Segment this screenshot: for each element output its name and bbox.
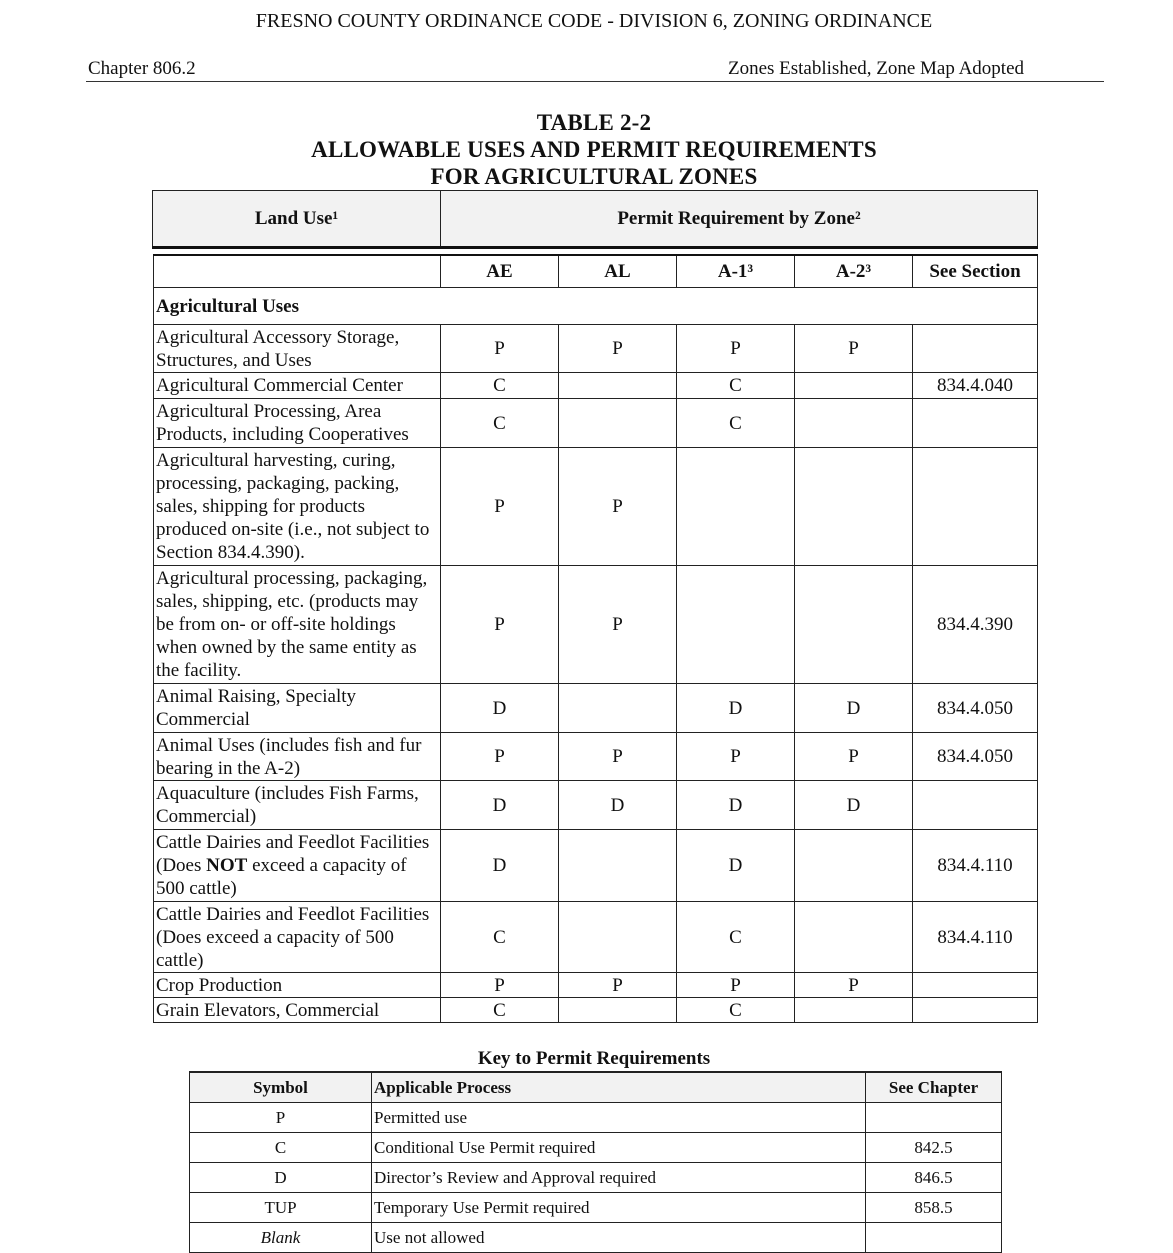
column-a2: A-2³: [795, 255, 913, 288]
table-title-line-2: FOR AGRICULTURAL ZONES: [430, 164, 758, 189]
ae-cell: C: [441, 902, 559, 973]
ae-cell: D: [441, 781, 559, 830]
al-cell: [559, 830, 677, 902]
a2-cell: [795, 566, 913, 684]
a2-cell: [795, 998, 913, 1023]
process-cell: Temporary Use Permit required: [372, 1193, 866, 1223]
section-cell: 834.4.110: [913, 830, 1038, 902]
al-cell: [559, 902, 677, 973]
table-row: [154, 902, 1038, 973]
section-cell: [913, 781, 1038, 830]
ae-cell: P: [441, 325, 559, 373]
ae-cell: C: [441, 998, 559, 1023]
land-use-cell: Agricultural Commercial Center: [154, 373, 441, 399]
land-use-text: exceed a capacity of 500 cattle): [156, 855, 407, 899]
a1-cell: C: [677, 998, 795, 1023]
a2-cell: D: [795, 781, 913, 830]
section-cell: [913, 325, 1038, 373]
a1-cell: C: [677, 399, 795, 448]
symbol-cell: Blank: [190, 1223, 372, 1253]
al-cell: [559, 998, 677, 1023]
al-cell: P: [559, 566, 677, 684]
land-use-cell: Cattle Dairies and Feedlot Facilities (Does exceed a capacity of 500 cattle): [154, 902, 441, 973]
land-use-cell: Animal Uses (includes fish and fur bearing in the A-2): [154, 733, 441, 781]
section-cell: 834.4.050: [913, 684, 1038, 733]
table-title-line-1: ALLOWABLE USES AND PERMIT REQUIREMENTS: [311, 137, 877, 162]
ae-cell: D: [441, 684, 559, 733]
table-row: [154, 781, 1038, 830]
a1-cell: D: [677, 830, 795, 902]
land-use-cell: Aquaculture (includes Fish Farms, Commercial): [154, 781, 441, 830]
allowable-uses-table: [153, 254, 1038, 1023]
land-use-cell: Agricultural Accessory Storage, Structures, and Uses: [154, 325, 441, 373]
blank-header-cell: [154, 255, 441, 288]
key-row: [190, 1193, 1002, 1223]
land-use-header: Land Use¹: [153, 191, 441, 248]
process-cell: Permitted use: [372, 1103, 866, 1133]
ae-cell: C: [441, 373, 559, 399]
a2-cell: [795, 399, 913, 448]
chapter-cell: 846.5: [866, 1163, 1002, 1193]
al-cell: [559, 684, 677, 733]
symbol-header: Symbol: [190, 1072, 372, 1103]
column-ae: AE: [441, 255, 559, 288]
land-use-cell: Agricultural processing, packaging, sales, shipping, etc. (products may be from on- or off-site holdings when owned by the same entity as the facility.: [154, 566, 441, 684]
a2-cell: [795, 373, 913, 399]
ae-cell: D: [441, 830, 559, 902]
column-see-section: See Section: [913, 255, 1038, 288]
chapter-cell: [866, 1103, 1002, 1133]
table-header: [152, 190, 1038, 249]
document-title: FRESNO COUNTY ORDINANCE CODE - DIVISION 6, ZONING ORDINANCE: [255, 10, 933, 32]
symbol-cell: TUP: [190, 1193, 372, 1223]
table-row: [154, 373, 1038, 399]
a2-cell: [795, 448, 913, 566]
chapter-cell: [866, 1223, 1002, 1253]
al-cell: [559, 373, 677, 399]
table-row: [154, 973, 1038, 998]
table-row: [154, 325, 1038, 373]
al-cell: [559, 399, 677, 448]
process-cell: Director’s Review and Approval required: [372, 1163, 866, 1193]
a1-cell: P: [677, 973, 795, 998]
a1-cell: C: [677, 373, 795, 399]
section-cell: [913, 973, 1038, 998]
category-label: Agricultural Uses: [154, 288, 1038, 325]
a2-cell: [795, 830, 913, 902]
a2-cell: P: [795, 733, 913, 781]
land-use-cell: Animal Raising, Specialty Commercial: [154, 684, 441, 733]
table-row: [154, 830, 1038, 902]
chapter-number: Chapter 806.2: [88, 58, 196, 79]
key-row: [190, 1133, 1002, 1163]
a1-cell: D: [677, 781, 795, 830]
land-use-cell: Agricultural harvesting, curing, processing, packaging, packing, sales, shipping for products produced on-site (i.e., not subject to Section 834.4.390).: [154, 448, 441, 566]
al-cell: P: [559, 448, 677, 566]
a1-cell: P: [677, 733, 795, 781]
a2-cell: P: [795, 325, 913, 373]
header-rule: [86, 81, 1104, 82]
column-a1: A-1³: [677, 255, 795, 288]
section-cell: 834.4.110: [913, 902, 1038, 973]
al-cell: P: [559, 325, 677, 373]
table-number: TABLE 2-2: [536, 110, 652, 135]
section-cell: [913, 399, 1038, 448]
symbol-cell: C: [190, 1133, 372, 1163]
section-cell: 834.4.040: [913, 373, 1038, 399]
land-use-cell: Grain Elevators, Commercial: [154, 998, 441, 1023]
chapter-title: Zones Established, Zone Map Adopted: [727, 58, 1024, 79]
key-row: [190, 1163, 1002, 1193]
section-cell: [913, 998, 1038, 1023]
al-cell: P: [559, 973, 677, 998]
key-title: Key to Permit Requirements: [477, 1048, 711, 1069]
ae-cell: P: [441, 973, 559, 998]
a1-cell: P: [677, 325, 795, 373]
table-row: [154, 684, 1038, 733]
symbol-cell: D: [190, 1163, 372, 1193]
a2-cell: D: [795, 684, 913, 733]
a2-cell: [795, 902, 913, 973]
al-cell: P: [559, 733, 677, 781]
ae-cell: P: [441, 566, 559, 684]
table-row: [154, 733, 1038, 781]
table-row: [154, 448, 1038, 566]
a1-cell: D: [677, 684, 795, 733]
a1-cell: [677, 566, 795, 684]
land-use-cell: [154, 830, 441, 902]
key-row: [190, 1103, 1002, 1133]
land-use-cell: Crop Production: [154, 973, 441, 998]
chapter-cell: 858.5: [866, 1193, 1002, 1223]
ae-cell: P: [441, 733, 559, 781]
a1-cell: C: [677, 902, 795, 973]
section-cell: 834.4.390: [913, 566, 1038, 684]
chapter-cell: 842.5: [866, 1133, 1002, 1163]
table-row: [154, 998, 1038, 1023]
key-header-row: [190, 1072, 1002, 1103]
section-cell: [913, 448, 1038, 566]
key-row: [190, 1223, 1002, 1253]
a1-cell: [677, 448, 795, 566]
process-cell: Conditional Use Permit required: [372, 1133, 866, 1163]
land-use-emphasis: NOT: [206, 855, 248, 876]
process-header: Applicable Process: [372, 1072, 866, 1103]
column-al: AL: [559, 255, 677, 288]
ae-cell: C: [441, 399, 559, 448]
chapter-header: See Chapter: [866, 1072, 1002, 1103]
al-cell: D: [559, 781, 677, 830]
zone-column-headers: [154, 255, 1038, 288]
category-row: [154, 288, 1038, 325]
process-cell: Use not allowed: [372, 1223, 866, 1253]
table-row: [154, 399, 1038, 448]
section-cell: 834.4.050: [913, 733, 1038, 781]
a2-cell: P: [795, 973, 913, 998]
permit-key-table: [189, 1071, 1002, 1253]
ae-cell: P: [441, 448, 559, 566]
land-use-text: Cattle Dairies and Feedlot Facilities (Does: [156, 832, 430, 876]
land-use-cell: Agricultural Processing, Area Products, including Cooperatives: [154, 399, 441, 448]
permit-requirement-header: Permit Requirement by Zone²: [441, 191, 1038, 248]
table-row: [154, 566, 1038, 684]
symbol-cell: P: [190, 1103, 372, 1133]
